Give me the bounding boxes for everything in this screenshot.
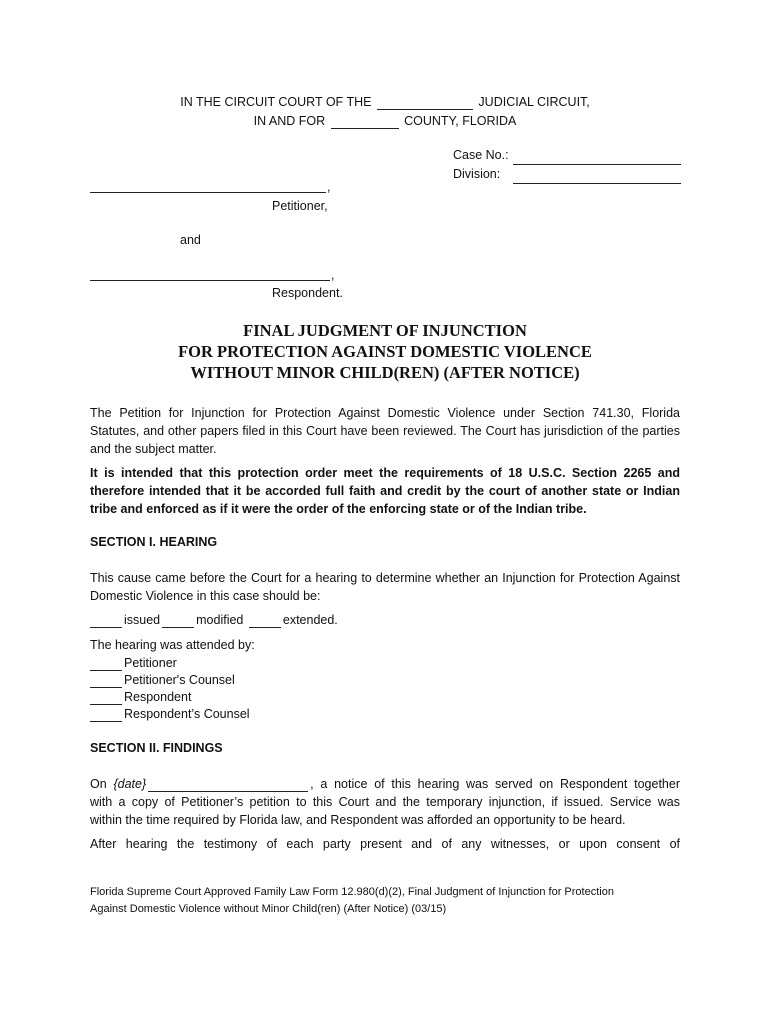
court-line-2 — [90, 112, 680, 131]
footer-line-1: Florida Supreme Court Approved Family Law Form 12.980(d)(2), Final Judgment of Injunction for Protection — [90, 886, 614, 898]
court-line-1 — [90, 93, 680, 112]
case-no-row — [453, 146, 683, 165]
extended-blank[interactable] — [249, 614, 281, 628]
respondent-comma: , — [331, 268, 335, 282]
division-row — [453, 165, 683, 184]
in-and-for-label: IN AND FOR — [253, 114, 326, 128]
court-header — [90, 93, 680, 131]
attendee-respondent-blank[interactable] — [90, 691, 122, 705]
form-footer — [90, 884, 690, 918]
footer-line-2: Against Domestic Violence without Minor Child(ren) (After Notice) (03/15) — [90, 903, 447, 915]
division-field[interactable] — [513, 170, 681, 184]
judicial-circuit-field[interactable] — [377, 96, 473, 110]
court-of-label: IN THE CIRCUIT COURT OF THE — [180, 95, 372, 109]
section-1-paragraph: This cause came before the Court for a hearing to determine whether an Injunction for Protection Against Domestic Violence in this case should be: — [90, 571, 680, 603]
and-label: and — [180, 233, 201, 247]
petitioner-comma: , — [327, 180, 331, 194]
attendee-respondent-counsel-label: Respondent’s Counsel — [124, 707, 250, 721]
disposition-options — [90, 611, 338, 629]
division-label: Division: — [453, 167, 501, 181]
title-line-3: WITHOUT MINOR CHILD(REN) (AFTER NOTICE) — [190, 363, 580, 382]
findings-line-2: with a copy of Petitioner’s petition to this Court and the temporary injunction, if issued. Service was — [90, 795, 680, 809]
intro-paragraph: The Petition for Injunction for Protection Against Domestic Violence under Section 741.30, Florida Statutes, and other papers filed in this Court have been reviewed. The Court has jurisdiction of the parties and the subject matter. — [90, 406, 680, 456]
attendee-respondent-counsel-blank[interactable] — [90, 708, 122, 722]
attended-by-label: The hearing was attended by: — [90, 638, 255, 652]
attendee-petitioner-blank[interactable] — [90, 657, 122, 671]
attendee-petitioner — [90, 654, 177, 672]
case-info — [453, 146, 683, 184]
title-line-1: FINAL JUDGMENT OF INJUNCTION — [243, 321, 527, 340]
case-no-label: Case No.: — [453, 148, 509, 162]
attendee-respondent-counsel — [90, 705, 250, 723]
service-date-field[interactable] — [148, 778, 308, 792]
title-line-2: FOR PROTECTION AGAINST DOMESTIC VIOLENCE — [178, 342, 592, 361]
findings-line-4: After hearing the testimony of each party present and of any witnesses, or upon consent of — [90, 837, 680, 851]
attendee-petitioner-counsel-blank[interactable] — [90, 674, 122, 688]
issued-label: issued — [124, 613, 161, 627]
modified-blank[interactable] — [162, 614, 194, 628]
attendee-petitioner-counsel-label: Petitioner's Counsel — [124, 673, 235, 687]
notice-text: , a notice of this hearing was served on Respondent together — [310, 777, 680, 791]
county-field[interactable] — [331, 115, 399, 129]
modified-label: modified — [196, 613, 244, 627]
case-no-field[interactable] — [513, 151, 681, 165]
attendee-petitioner-label: Petitioner — [124, 656, 177, 670]
attendee-petitioner-counsel — [90, 671, 235, 689]
section-2-heading: SECTION II. FINDINGS — [90, 741, 223, 755]
respondent-label: Respondent. — [272, 286, 343, 300]
county-florida-label: COUNTY, FLORIDA — [404, 114, 517, 128]
date-placeholder: {date} — [113, 777, 147, 791]
findings-line-1 — [90, 775, 680, 793]
section-1-heading: SECTION I. HEARING — [90, 535, 218, 549]
judicial-circuit-label: JUDICIAL CIRCUIT, — [478, 95, 590, 109]
on-label: On — [90, 777, 107, 791]
attendee-respondent-label: Respondent — [124, 690, 192, 704]
petitioner-label: Petitioner, — [272, 199, 328, 213]
petitioner-name-field[interactable] — [90, 179, 326, 193]
issued-blank[interactable] — [90, 614, 122, 628]
attendee-respondent — [90, 688, 191, 706]
findings-line-3: within the time required by Florida law, and Respondent was afforded an opportunity to be heard. — [90, 813, 626, 827]
document-title — [90, 320, 680, 383]
intent-paragraph: It is intended that this protection order meet the requirements of 18 U.S.C. Section 2265 and therefore intended that it be accorded full faith and credit by the court of another state or Indian tribe and enforced as if it were the order of the enforcing state or of the Indian tribe. — [90, 466, 680, 516]
findings-paragraph — [90, 775, 680, 829]
respondent-name-field[interactable] — [90, 267, 330, 281]
extended-label: extended. — [282, 613, 338, 627]
